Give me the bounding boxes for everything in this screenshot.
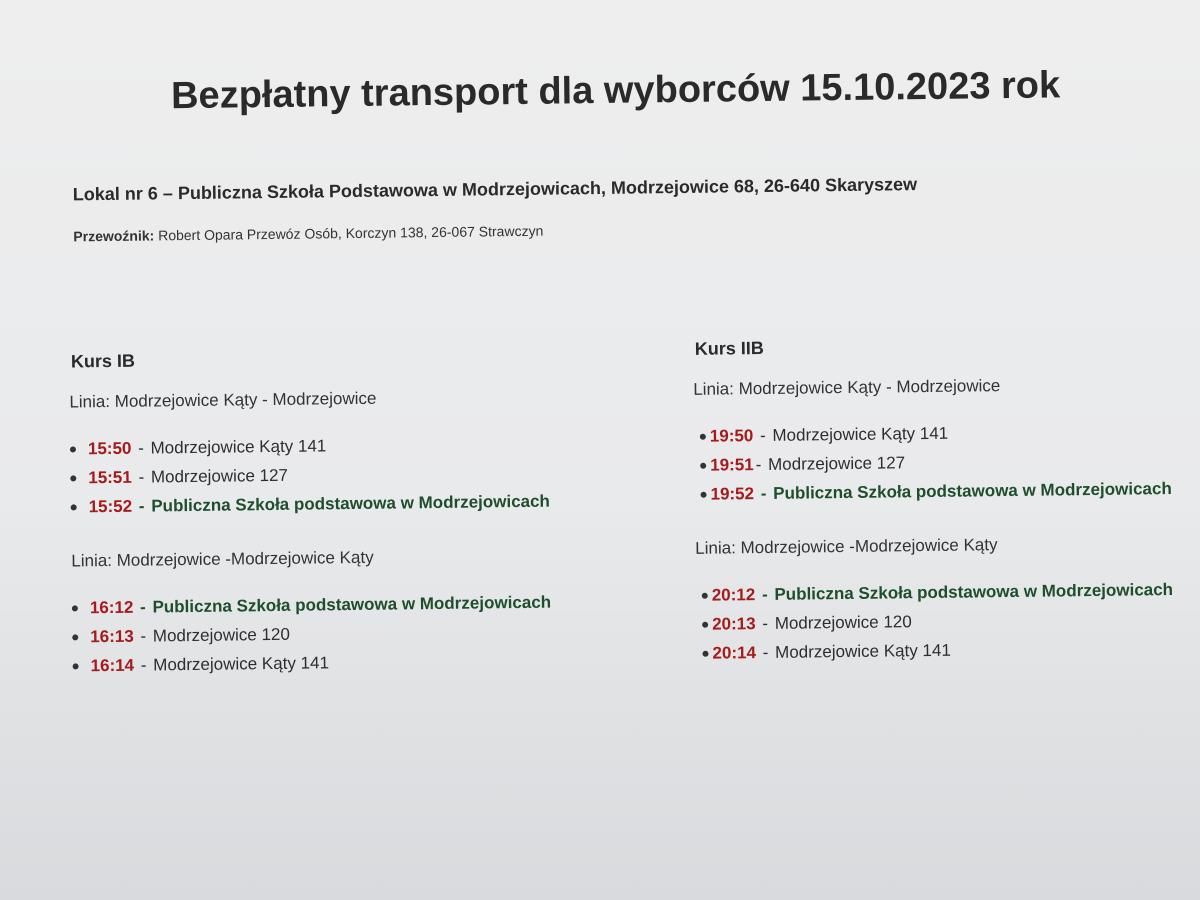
bullet-icon — [73, 663, 79, 669]
course-title: Kurs IB — [70, 350, 136, 372]
stop-item — [696, 574, 1200, 609]
stop-item — [696, 632, 1200, 667]
course-column-ib — [69, 345, 593, 710]
stop-place: Modrzejowice 120 — [152, 624, 290, 646]
stop-list — [70, 428, 591, 521]
stop-separator: - — [138, 496, 145, 516]
stop-separator: - — [138, 438, 144, 458]
course-column-iib — [693, 333, 1200, 698]
stop-time: 19:52 — [710, 484, 755, 504]
stop-list — [694, 416, 1200, 509]
stop-separator: - — [762, 613, 769, 634]
stop-time: 15:51 — [88, 467, 132, 488]
bullet-icon — [70, 475, 76, 481]
stop-place: Publiczna Szkoła podstawowa w Modrzejowicach — [774, 580, 1174, 604]
line-label: Linia: Modrzejowice -Modrzejowice Kąty — [71, 547, 374, 571]
stop-separator: - — [138, 467, 145, 487]
stop-place: Publiczna Szkoła podstawowa w Modrzejowicach — [152, 592, 552, 617]
stop-place: Modrzejowice Kąty 141 — [153, 653, 330, 675]
stop-separator: - — [140, 655, 147, 675]
carrier-line — [73, 223, 543, 245]
stop-list — [72, 587, 593, 680]
stop-separator: - — [140, 626, 147, 646]
stop-item — [694, 473, 1200, 508]
stop-place: Publiczna Szkoła podstawowa w Modrzejowicach — [773, 479, 1172, 503]
stop-place: Publiczna Szkoła podstawowa w Modrzejowicach — [151, 491, 551, 516]
bullet-icon — [702, 592, 708, 598]
stop-place: Modrzejowice Kąty 141 — [150, 436, 327, 458]
stop-time: 16:12 — [89, 597, 134, 618]
bullet-icon — [702, 650, 708, 656]
bullet-icon — [701, 491, 707, 497]
stop-list — [696, 574, 1200, 667]
stop-time: 19:51 — [710, 455, 754, 475]
stop-time: 15:52 — [88, 496, 133, 517]
polling-station-venue: Lokal nr 6 – Publiczna Szkoła Podstawowa w Modrzejowicach, Modrzejowice 68, 26-640 Skaryszew — [72, 174, 918, 205]
line-label: Linia: Modrzejowice Kąty - Modrzejowice — [69, 388, 377, 412]
stop-separator: - — [760, 483, 767, 504]
stop-place: Modrzejowice Kąty 141 — [774, 640, 951, 662]
carrier-value: Robert Opara Przewóz Osób, Korczyn 138, 26-067 Strawczyn — [158, 222, 544, 244]
bullet-icon — [72, 605, 78, 611]
stop-place: Modrzejowice 127 — [150, 465, 289, 487]
page-title: Bezpłatny transport dla wyborców 15.10.2023 rok — [170, 64, 1061, 118]
bullet-icon — [72, 634, 78, 640]
carrier-label: Przewoźnik: — [73, 227, 155, 245]
course-title: Kurs IIB — [694, 337, 764, 359]
stop-time: 20:13 — [712, 614, 756, 634]
stop-separator: - — [139, 597, 146, 617]
stop-separator: - — [755, 455, 762, 475]
line-label: Linia: Modrzejowice Kąty - Modrzejowice — [693, 376, 1001, 399]
bullet-icon — [700, 462, 706, 468]
stop-separator: - — [759, 425, 766, 446]
stop-time: 19:50 — [709, 426, 754, 446]
stop-place: Modrzejowice 120 — [774, 612, 912, 633]
stop-separator: - — [762, 642, 769, 663]
bullet-icon — [71, 504, 77, 510]
bullet-icon — [70, 446, 76, 452]
stop-place: Modrzejowice Kąty 141 — [772, 423, 949, 445]
stop-time: 20:14 — [712, 643, 757, 663]
stop-time: 16:13 — [90, 626, 134, 647]
stop-item — [72, 645, 592, 680]
stop-item — [70, 486, 590, 521]
stop-separator: - — [761, 584, 768, 605]
bullet-icon — [700, 433, 706, 439]
stop-time: 20:12 — [711, 585, 756, 605]
line-label: Linia: Modrzejowice -Modrzejowice Kąty — [695, 535, 998, 558]
bullet-icon — [702, 621, 708, 627]
stop-time: 15:50 — [87, 438, 132, 459]
stop-time: 16:14 — [90, 655, 135, 676]
stop-place: Modrzejowice 127 — [767, 453, 906, 474]
